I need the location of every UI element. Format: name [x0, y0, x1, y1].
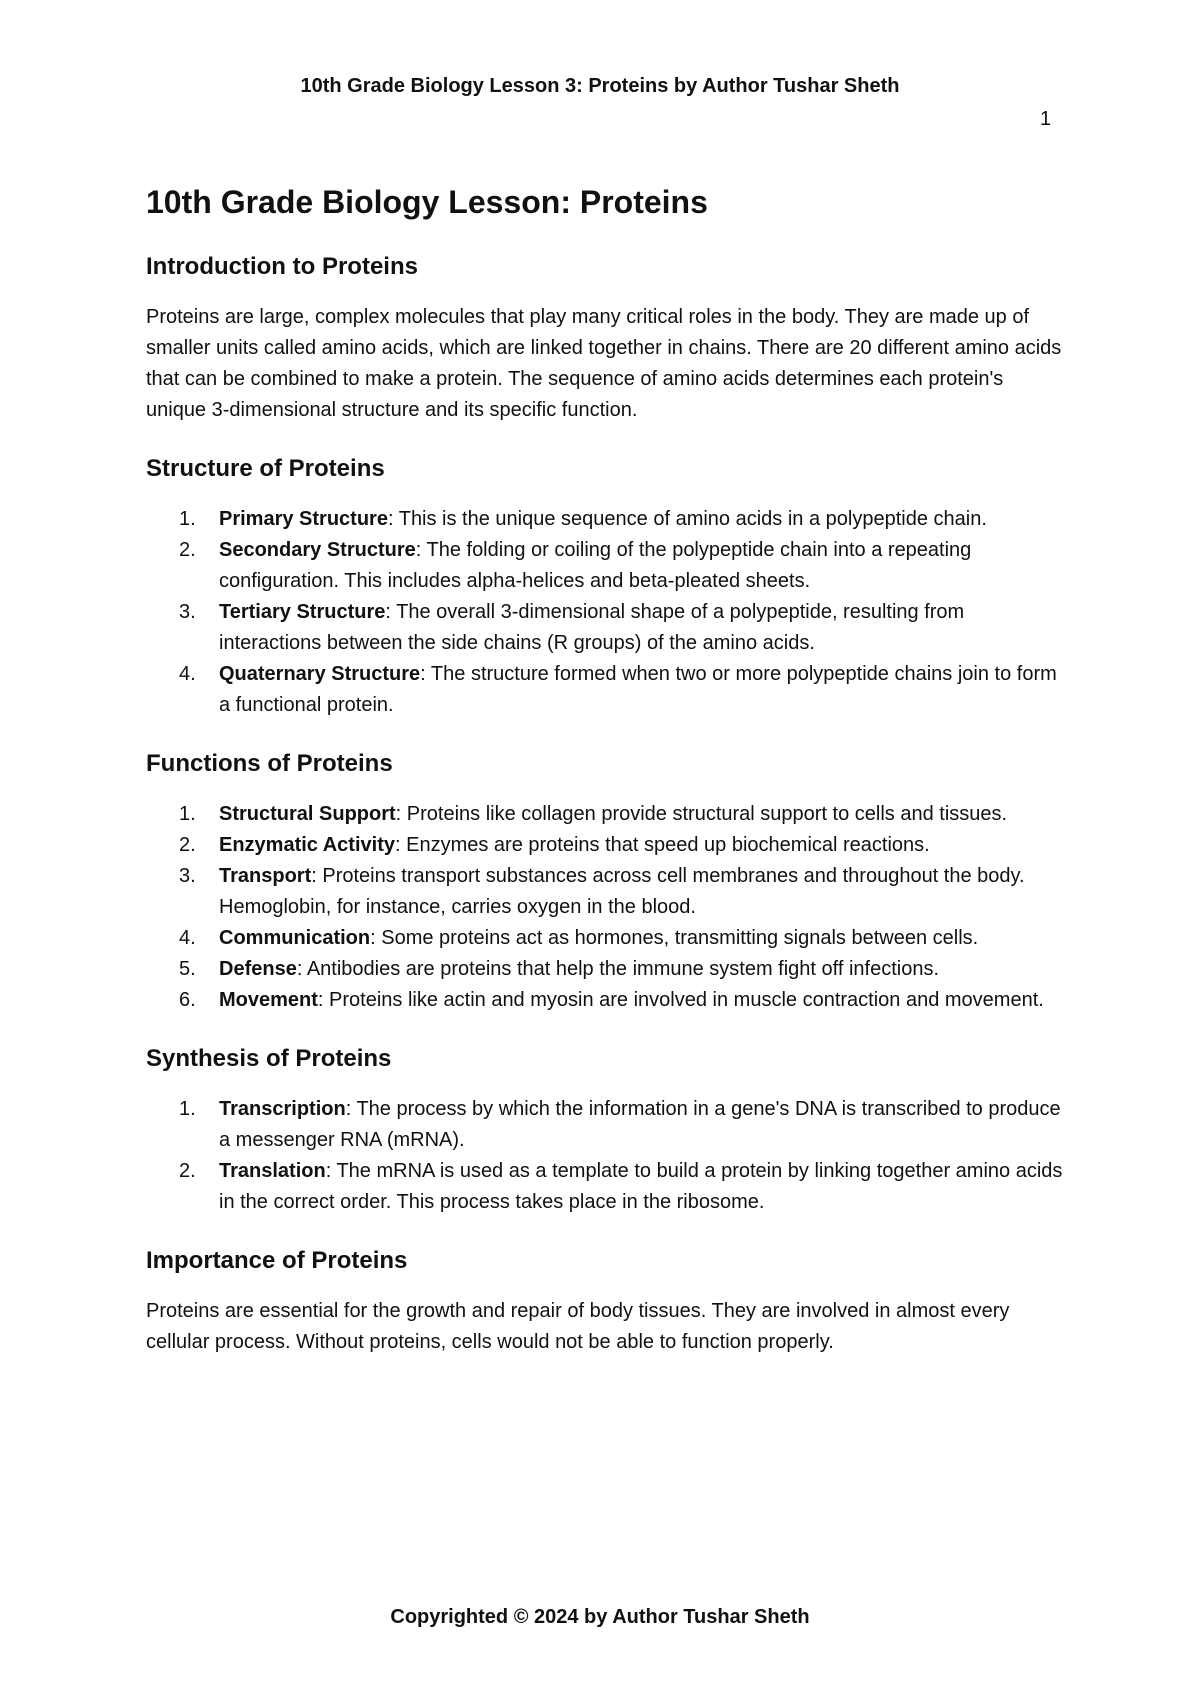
list-term: Secondary Structure — [219, 539, 416, 561]
list-term: Enzymatic Activity — [219, 834, 395, 856]
list-text: : The process by which the information in a gene's DNA is transcribed to produce a messenger RNA (mRNA). — [219, 1098, 1061, 1151]
section-structure — [146, 453, 1066, 721]
synthesis-list — [146, 1094, 1066, 1218]
importance-paragraph: Proteins are essential for the growth and repair of body tissues. They are involved in almost every cellular process. Without proteins, cells would not be able to function properly. — [146, 1300, 1010, 1353]
list-text: : The folding or coiling of the polypeptide chain into a repeating configuration. This includes alpha-helices and beta-pleated sheets. — [219, 539, 972, 592]
list-text: : Antibodies are proteins that help the immune system fight off infections. — [296, 958, 940, 980]
list-item — [146, 799, 1066, 830]
list-number: 1. — [179, 508, 196, 530]
list-term: Defense — [219, 958, 297, 980]
running-header: 10th Grade Biology Lesson 3: Proteins by Author Tushar Sheth — [300, 75, 900, 97]
list-number: 2. — [179, 1160, 196, 1182]
section-heading: Synthesis of Proteins — [146, 1045, 392, 1072]
list-text: : Proteins transport substances across cell membranes and throughout the body. Hemoglobin, for instance, carries oxygen in the blood. — [219, 865, 1025, 918]
copyright-footer: Copyrighted © 2024 by Author Tushar Sheth — [390, 1606, 810, 1628]
section-synthesis — [146, 1043, 1066, 1218]
list-item — [146, 830, 1066, 861]
list-item — [146, 1094, 1066, 1156]
structure-list — [146, 504, 1066, 721]
list-term: Transport — [219, 865, 312, 887]
list-number: 3. — [179, 865, 196, 887]
list-item — [146, 504, 1066, 535]
functions-list — [146, 799, 1066, 1016]
list-number: 1. — [179, 1098, 196, 1120]
list-item — [146, 923, 1066, 954]
list-number: 2. — [179, 539, 196, 561]
list-term: Structural Support — [219, 803, 396, 825]
list-term: Transcription — [219, 1098, 346, 1120]
list-number: 1. — [179, 803, 196, 825]
list-text: : The overall 3-dimensional shape of a polypeptide, resulting from interactions between the side chains (R groups) of the amino acids. — [219, 601, 965, 654]
list-text: : The structure formed when two or more polypeptide chains join to form a functional protein. — [219, 663, 1057, 716]
list-term: Primary Structure — [219, 508, 388, 530]
list-item — [146, 659, 1066, 721]
list-item — [146, 597, 1066, 659]
section-heading: Structure of Proteins — [146, 455, 385, 482]
list-text: : Proteins like actin and myosin are involved in muscle contraction and movement. — [317, 989, 1044, 1011]
list-number: 2. — [179, 834, 196, 856]
section-introduction — [146, 251, 1066, 426]
list-number: 3. — [179, 601, 196, 623]
list-text: : The mRNA is used as a template to build a protein by linking together amino acids in the correct order. This process takes place in the ribosome. — [219, 1160, 1063, 1213]
page-number: 1 — [1040, 108, 1052, 130]
list-text: : Some proteins act as hormones, transmitting signals between cells. — [370, 927, 979, 949]
list-term: Tertiary Structure — [219, 601, 386, 623]
list-item — [146, 954, 1066, 985]
list-item — [146, 535, 1066, 597]
list-text: : This is the unique sequence of amino acids in a polypeptide chain. — [387, 508, 987, 530]
list-item — [146, 861, 1066, 923]
section-heading: Functions of Proteins — [146, 750, 393, 777]
document-body — [146, 180, 1066, 1385]
list-term: Quaternary Structure — [219, 663, 421, 685]
list-number: 6. — [179, 989, 196, 1011]
document-title: 10th Grade Biology Lesson: Proteins — [146, 184, 708, 220]
list-text: : Proteins like collagen provide structural support to cells and tissues. — [395, 803, 1008, 825]
list-term: Communication — [219, 927, 371, 949]
section-importance — [146, 1245, 1066, 1358]
list-number: 5. — [179, 958, 196, 980]
list-item — [146, 1156, 1066, 1218]
list-number: 4. — [179, 663, 196, 685]
list-term: Translation — [219, 1160, 326, 1182]
list-number: 4. — [179, 927, 196, 949]
introduction-paragraph: Proteins are large, complex molecules that play many critical roles in the body. They are made up of smaller units called amino acids, which are linked together in chains. There are 20 different amino acids that can be combined to make a protein. The sequence of amino acids determines each protein's unique 3-dimensional structure and its specific function. — [146, 306, 1062, 421]
list-text: : Enzymes are proteins that speed up biochemical reactions. — [395, 834, 930, 856]
list-item — [146, 985, 1066, 1016]
list-term: Movement — [219, 989, 318, 1011]
section-functions — [146, 748, 1066, 1016]
section-heading: Importance of Proteins — [146, 1247, 408, 1274]
section-heading: Introduction to Proteins — [146, 253, 418, 280]
